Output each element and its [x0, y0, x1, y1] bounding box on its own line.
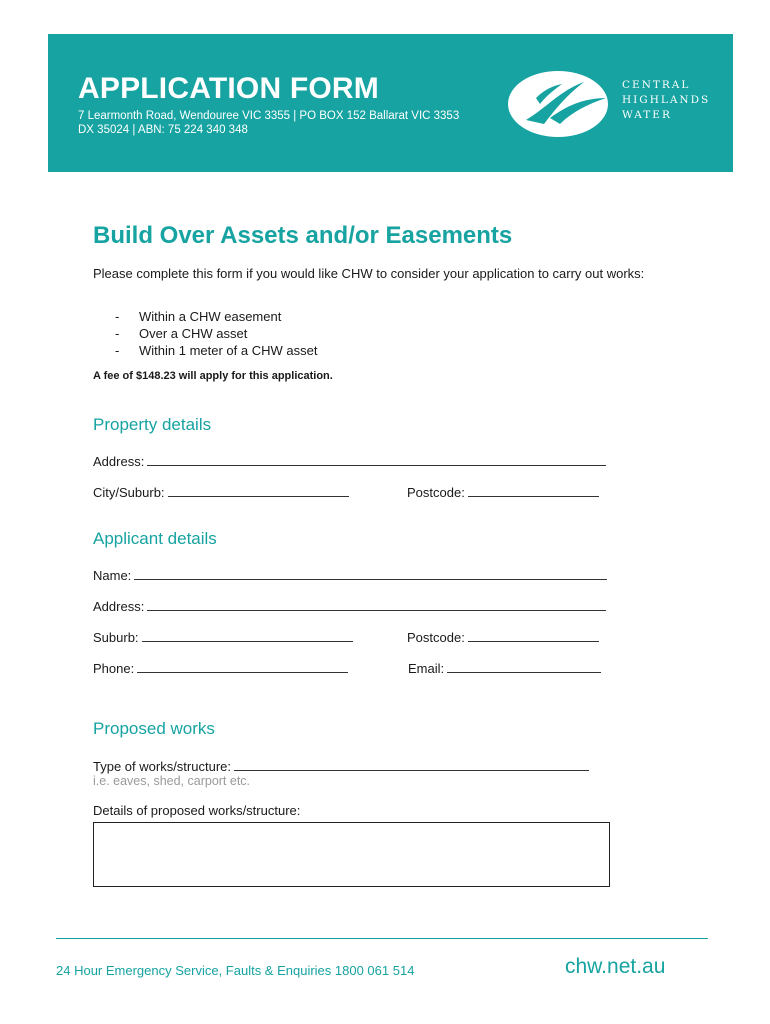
header-banner — [48, 34, 733, 172]
address-line-2: DX 35024 | ABN: 75 224 340 348 — [78, 124, 248, 136]
works-details-textarea[interactable] — [93, 822, 610, 887]
fee-notice: A fee of $148.23 will apply for this application. — [93, 370, 333, 382]
bullet-dash: - — [115, 309, 120, 324]
property-city-input[interactable] — [168, 484, 349, 497]
property-address-input[interactable] — [147, 453, 606, 466]
applicant-postcode-input[interactable] — [468, 629, 599, 642]
applicant-phone-input[interactable] — [137, 660, 348, 673]
brand-name — [622, 78, 710, 123]
water-drop-logo-icon — [506, 68, 616, 138]
applicant-name-input[interactable] — [134, 567, 607, 580]
applicant-postcode-field — [407, 629, 599, 645]
list-item — [115, 325, 317, 342]
applicant-phone-label: Phone: — [93, 661, 135, 676]
applicant-email-field — [408, 660, 601, 676]
works-type-label: Type of works/structure: — [93, 759, 231, 774]
list-item — [115, 342, 317, 359]
property-postcode-field — [407, 484, 599, 500]
intro-text: Please complete this form if you would like CHW to consider your application to carry out works: — [93, 266, 645, 281]
brand-line-2: HIGHLANDS — [622, 94, 711, 106]
brand-line-1: CENTRAL — [622, 79, 691, 91]
applicant-address-label: Address: — [93, 599, 145, 614]
works-type-field — [93, 758, 589, 774]
form-title: APPLICATION FORM — [78, 72, 379, 105]
footer-website-link[interactable]: chw.net.au — [565, 955, 666, 978]
applicant-suburb-field — [93, 629, 353, 645]
brand-line-3: WATER — [622, 109, 672, 121]
proposed-works-heading: Proposed works — [93, 719, 215, 738]
property-address-field — [93, 453, 606, 469]
list-item-text: Over a CHW asset — [139, 326, 248, 341]
works-type-hint: i.e. eaves, shed, carport etc. — [93, 774, 251, 788]
page-title: Build Over Assets and/or Easements — [93, 222, 513, 249]
works-details-label: Details of proposed works/structure: — [93, 803, 301, 818]
applicant-name-label: Name: — [93, 568, 132, 583]
applicant-phone-field — [93, 660, 348, 676]
list-item-text: Within a CHW easement — [139, 309, 282, 324]
applicant-postcode-label: Postcode: — [407, 630, 465, 645]
applicant-details-heading: Applicant details — [93, 529, 217, 548]
footer-emergency-contact: 24 Hour Emergency Service, Faults & Enquiries 1800 061 514 — [56, 963, 415, 978]
list-item — [115, 308, 317, 325]
footer-divider — [56, 938, 708, 939]
applicant-email-label: Email: — [408, 661, 445, 676]
address-line-1: 7 Learmonth Road, Wendouree VIC 3355 | PO BOX 152 Ballarat VIC 3353 — [78, 110, 460, 122]
property-postcode-input[interactable] — [468, 484, 599, 497]
works-type-input[interactable] — [234, 758, 589, 771]
applicant-address-input[interactable] — [147, 598, 606, 611]
bullet-dash: - — [115, 343, 120, 358]
property-postcode-label: Postcode: — [407, 485, 465, 500]
applicant-address-field — [93, 598, 606, 614]
applicant-suburb-label: Suburb: — [93, 630, 139, 645]
bullet-dash: - — [115, 326, 120, 341]
applicant-name-field — [93, 567, 607, 583]
property-address-label: Address: — [93, 454, 145, 469]
property-city-field — [93, 484, 349, 500]
property-city-label: City/Suburb: — [93, 485, 165, 500]
property-details-heading: Property details — [93, 415, 212, 434]
applicant-email-input[interactable] — [447, 660, 601, 673]
list-item-text: Within 1 meter of a CHW asset — [139, 343, 318, 358]
organisation-address — [78, 109, 459, 137]
works-criteria-list — [115, 308, 317, 359]
applicant-suburb-input[interactable] — [142, 629, 353, 642]
